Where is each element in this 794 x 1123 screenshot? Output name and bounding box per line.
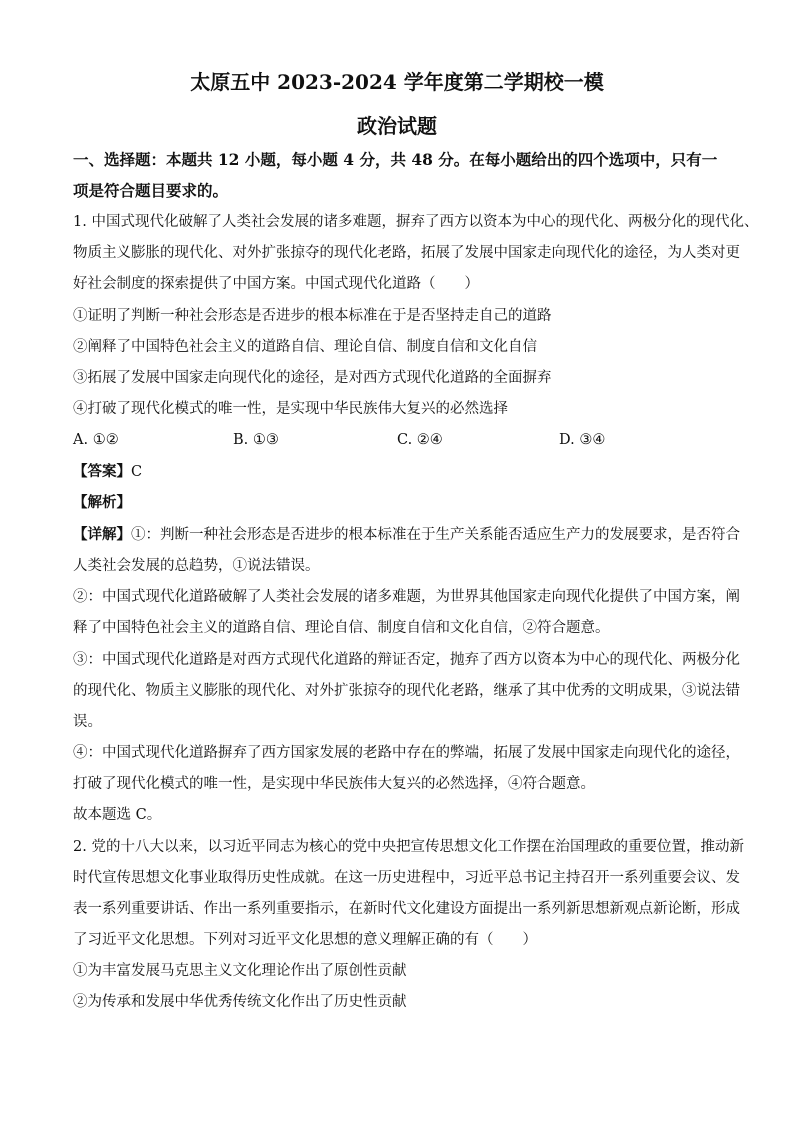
section-instruction-line-1: 一、选择题：本题共 12 小题，每小题 4 分，共 48 分。在每小题给出的四个选项中，只有一 [73,150,718,169]
q2-statement-2: ②为传承和发展中华优秀传统文化作出了历史性贡献 [73,994,407,1010]
q1-stem-line-3: 好社会制度的探索提供了中国方案。中国式现代化道路（ ） [73,276,479,292]
q2-stem-line-2: 时代宣传思想文化事业取得历史性成就。在这一历史进程中，习近平总书记主持召开一系列重要会议、发 [73,870,740,886]
q2-stem-line-4: 了习近平文化思想。下列对习近平文化思想的意义理解正确的有（ ） [73,932,537,948]
q1-option-c: C. ②④ [397,432,443,448]
q1-detail-2b: 释了中国特色社会主义的道路自信、理论自信、制度自信和文化自信，②符合题意。 [73,620,610,636]
answer-value: C [131,464,143,480]
q1-answer [73,462,733,482]
analysis-tag: 【解析】 [73,494,131,511]
subject-title: 政治试题 [357,114,437,138]
q1-statement-3: ③拓展了发展中国家走向现代化的途径，是对西方式现代化道路的全面摒弃 [73,370,552,386]
q1-statement-4: ④打破了现代化模式的唯一性，是实现中华民族伟大复兴的必然选择 [73,401,508,417]
q1-detail-1b: 人类社会发展的总趋势，①说法错误。 [73,558,320,574]
q1-statement-2: ②阐释了中国特色社会主义的道路自信、理论自信、制度自信和文化自信 [73,339,537,355]
q1-detail-1a [73,525,740,545]
q2-statement-1: ①为丰富发展马克思主义文化理论作出了原创性贡献 [73,963,407,979]
section-instruction-line-2: 项是符合题目要求的。 [73,181,229,200]
answer-tag: 【答案】 [73,463,131,480]
q1-detail-3c: 误。 [73,714,102,730]
q1-detail-2a: ②：中国式现代化道路破解了人类社会发展的诸多难题，为世界其他国家走向现代化提供了中国方案，阐 [73,589,740,605]
q1-stem-line-2: 物质主义膨胀的现代化、对外扩张掠夺的现代化老路，拓展了发展中国家走向现代化的途径，为人类对更 [73,245,740,261]
q1-option-b: B. ①③ [233,432,279,448]
q1-analysis-heading [73,493,733,513]
q1-option-d: D. ③④ [559,432,606,448]
q1-detail-3a: ③：中国式现代化道路是对西方式现代化道路的辩证否定，抛弃了西方以资本为中心的现代化、两极分化 [73,652,740,668]
q1-option-a: A. ①② [73,432,119,448]
exam-title: 太原五中 2023-2024 学年度第二学期校一模 [190,70,604,94]
detail-tag: 【详解】 [73,526,131,543]
q1-detail-4a: ④：中国式现代化道路摒弃了西方国家发展的老路中存在的弊端，拓展了发展中国家走向现代化的途径， [73,745,740,761]
q2-stem-line-1: 2. 党的十八大以来，以习近平同志为核心的党中央把宣传思想文化工作摆在治国理政的重要位置，推动新 [73,839,744,855]
detail-text-1a: ①：判断一种社会形态是否进步的根本标准在于生产关系能否适应生产力的发展要求，是否符合 [131,527,740,543]
q1-conclusion: 故本题选 C。 [73,807,162,823]
q1-detail-3b: 的现代化、物质主义膨胀的现代化、对外扩张掠夺的现代化老路，继承了其中优秀的文明成果，③说法错 [73,683,740,699]
q2-stem-line-3: 表一系列重要讲话、作出一系列重要指示，在新时代文化建设方面提出一系列新思想新观点新论断，形成 [73,901,740,917]
q1-statement-1: ①证明了判断一种社会形态是否进步的根本标准在于是否坚持走自己的道路 [73,308,552,324]
q1-stem-line-1: 1. 中国式现代化破解了人类社会发展的诸多难题，摒弃了西方以资本为中心的现代化、两极分化的现代化、 [73,214,759,230]
q1-detail-4b: 打破了现代化模式的唯一性，是实现中华民族伟大复兴的必然选择，④符合题意。 [73,776,595,792]
